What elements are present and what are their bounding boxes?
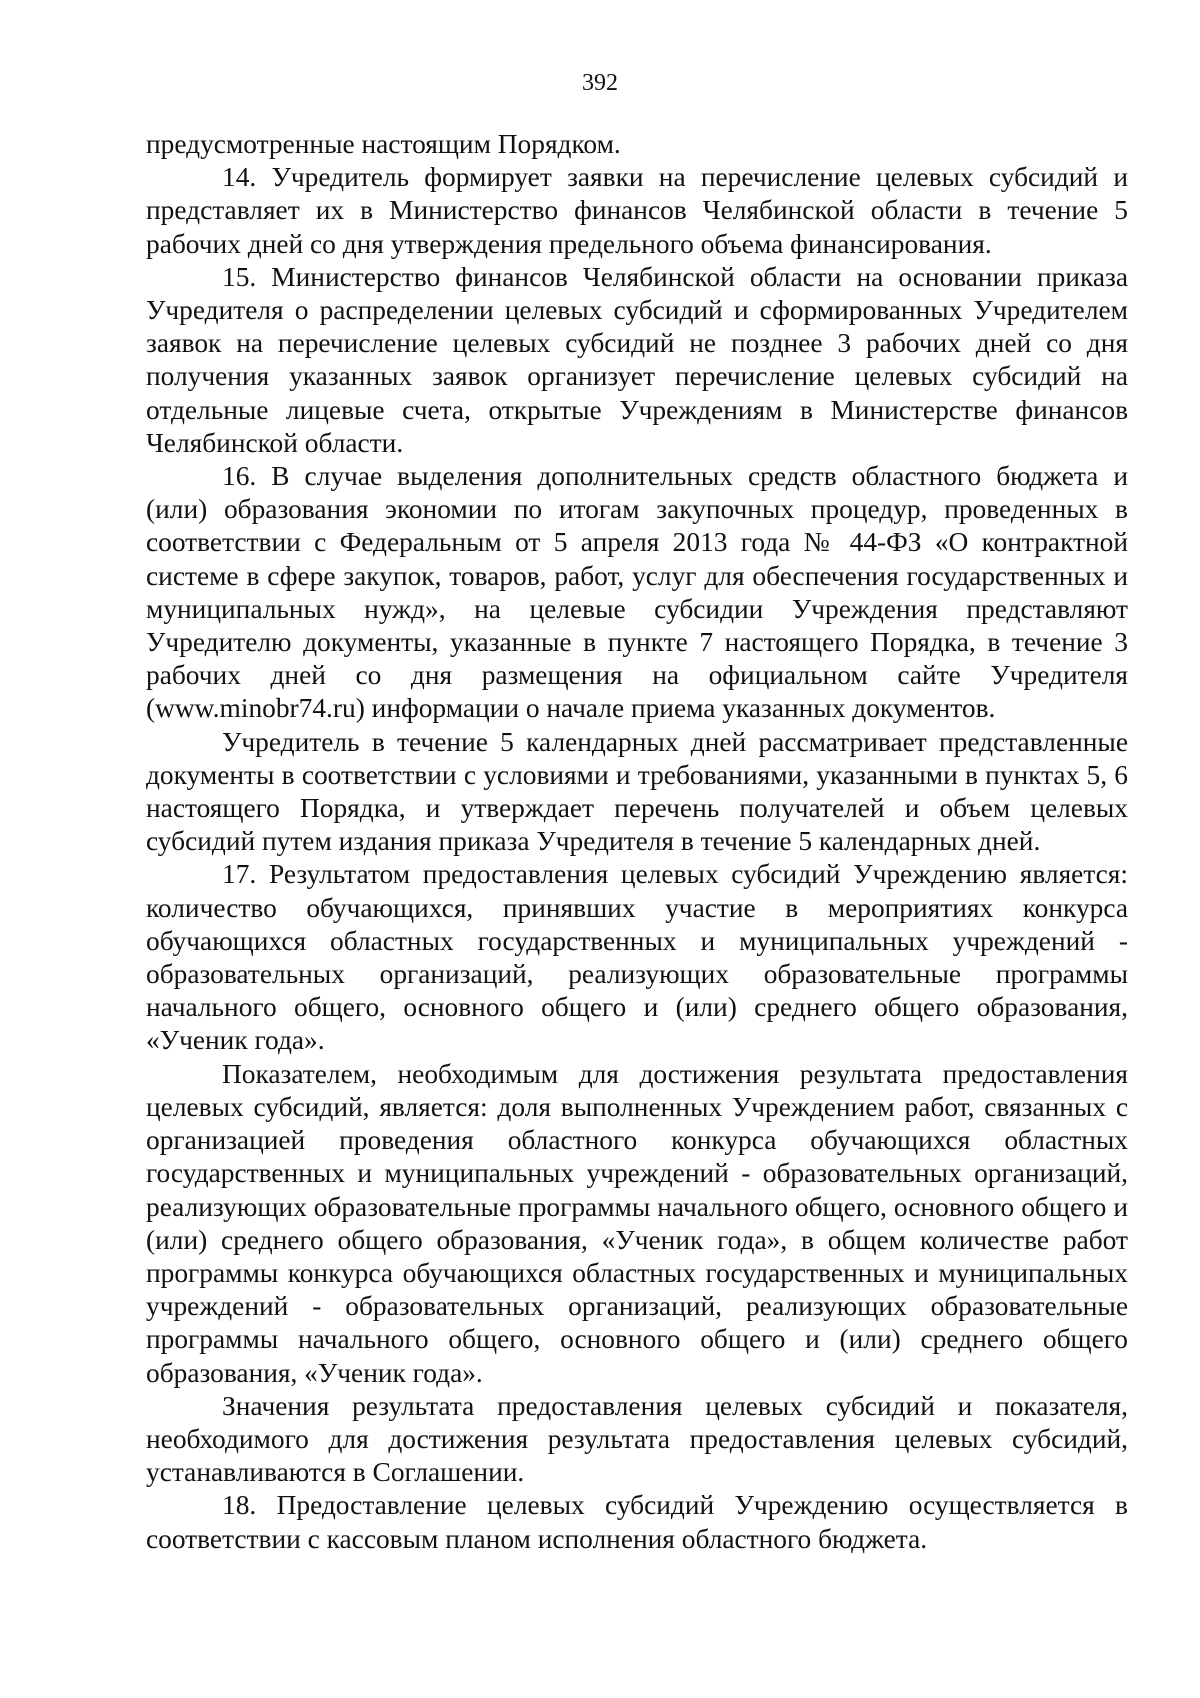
paragraph-item-17: 17. Результатом предоставления целевых субсидий Учреждению является: количество обучающихся, принявших участие в мероприятиях конкурса обучающихся областных государственных и муниципальных учреждений - образовательных организаций, реализующих образовательные программы начального общего, основного общего и (или) среднего общего образования, «Ученик года». bbox=[146, 859, 1128, 1056]
page-number: 392 bbox=[582, 70, 618, 96]
paragraph-continuation: предусмотренные настоящим Порядком. bbox=[146, 129, 621, 159]
paragraph-item-16-continued: Учредитель в течение 5 календарных дней рассматривает представленные документы в соответствии с условиями и требованиями, указанными в пунктах 5, 6 настоящего Порядка, и утверждает перечень получателей и объем целевых субсидий путем издания приказа Учредителя в течение 5 календарных дней. bbox=[146, 726, 1128, 857]
document-body bbox=[146, 128, 1128, 1556]
paragraph-indicator: Показателем, необходимым для достижения результата предоставления целевых субсидий, является: доля выполненных Учреждением работ, связанных с организацией проведения областного конкурса обучающихся областных государственных и муниципальных учреждений - образовательных организаций, реализующих образовательные программы начального общего, основного общего и (или) среднего общего образования, «Ученик года», в общем количестве работ программы конкурса обучающихся областных государственных и муниципальных учреждений - образовательных организаций, реализующих образовательные программы начального общего, основного общего и (или) среднего общего образования, «Ученик года». bbox=[146, 1058, 1128, 1388]
paragraph-item-15: 15. Министерство финансов Челябинской области на основании приказа Учредителя о распределении целевых субсидий и сформированных Учредителем заявок на перечисление целевых субсидий не позднее 3 рабочих дней со дня получения указанных заявок организует перечисление целевых субсидий на отдельные лицевые счета, открытые Учреждениям в Министерстве финансов Челябинской области. bbox=[146, 261, 1128, 458]
paragraph-item-14: 14. Учредитель формирует заявки на перечисление целевых субсидий и представляет их в Министерство финансов Челябинской области в течение 5 рабочих дней со дня утверждения предельного объема финансирования. bbox=[146, 162, 1128, 259]
paragraph-values: Значения результата предоставления целевых субсидий и показателя, необходимого для достижения результата предоставления целевых субсидий, устанавливаются в Соглашении. bbox=[146, 1390, 1128, 1488]
paragraph-item-16: 16. В случае выделения дополнительных средств областного бюджета и (или) образования экономии по итогам закупочных процедур, проведенных в соответствии с Федеральным от 5 апреля 2013 года № 44-ФЗ «О контрактной системе в сфере закупок, товаров, работ, услуг для обеспечения государственных и муниципальных нужд», на целевые субсидии Учреждения представляют Учредителю документы, указанные в пункте 7 настоящего Порядка, в течение 3 рабочих дней со дня размещения на официальном сайте Учредителя (www.minobr74.ru) информации о начале приема указанных документов. bbox=[146, 461, 1128, 724]
paragraph-item-18: 18. Предоставление целевых субсидий Учреждению осуществляется в соответствии с кассовым планом исполнения областного бюджета. bbox=[146, 1490, 1128, 1554]
